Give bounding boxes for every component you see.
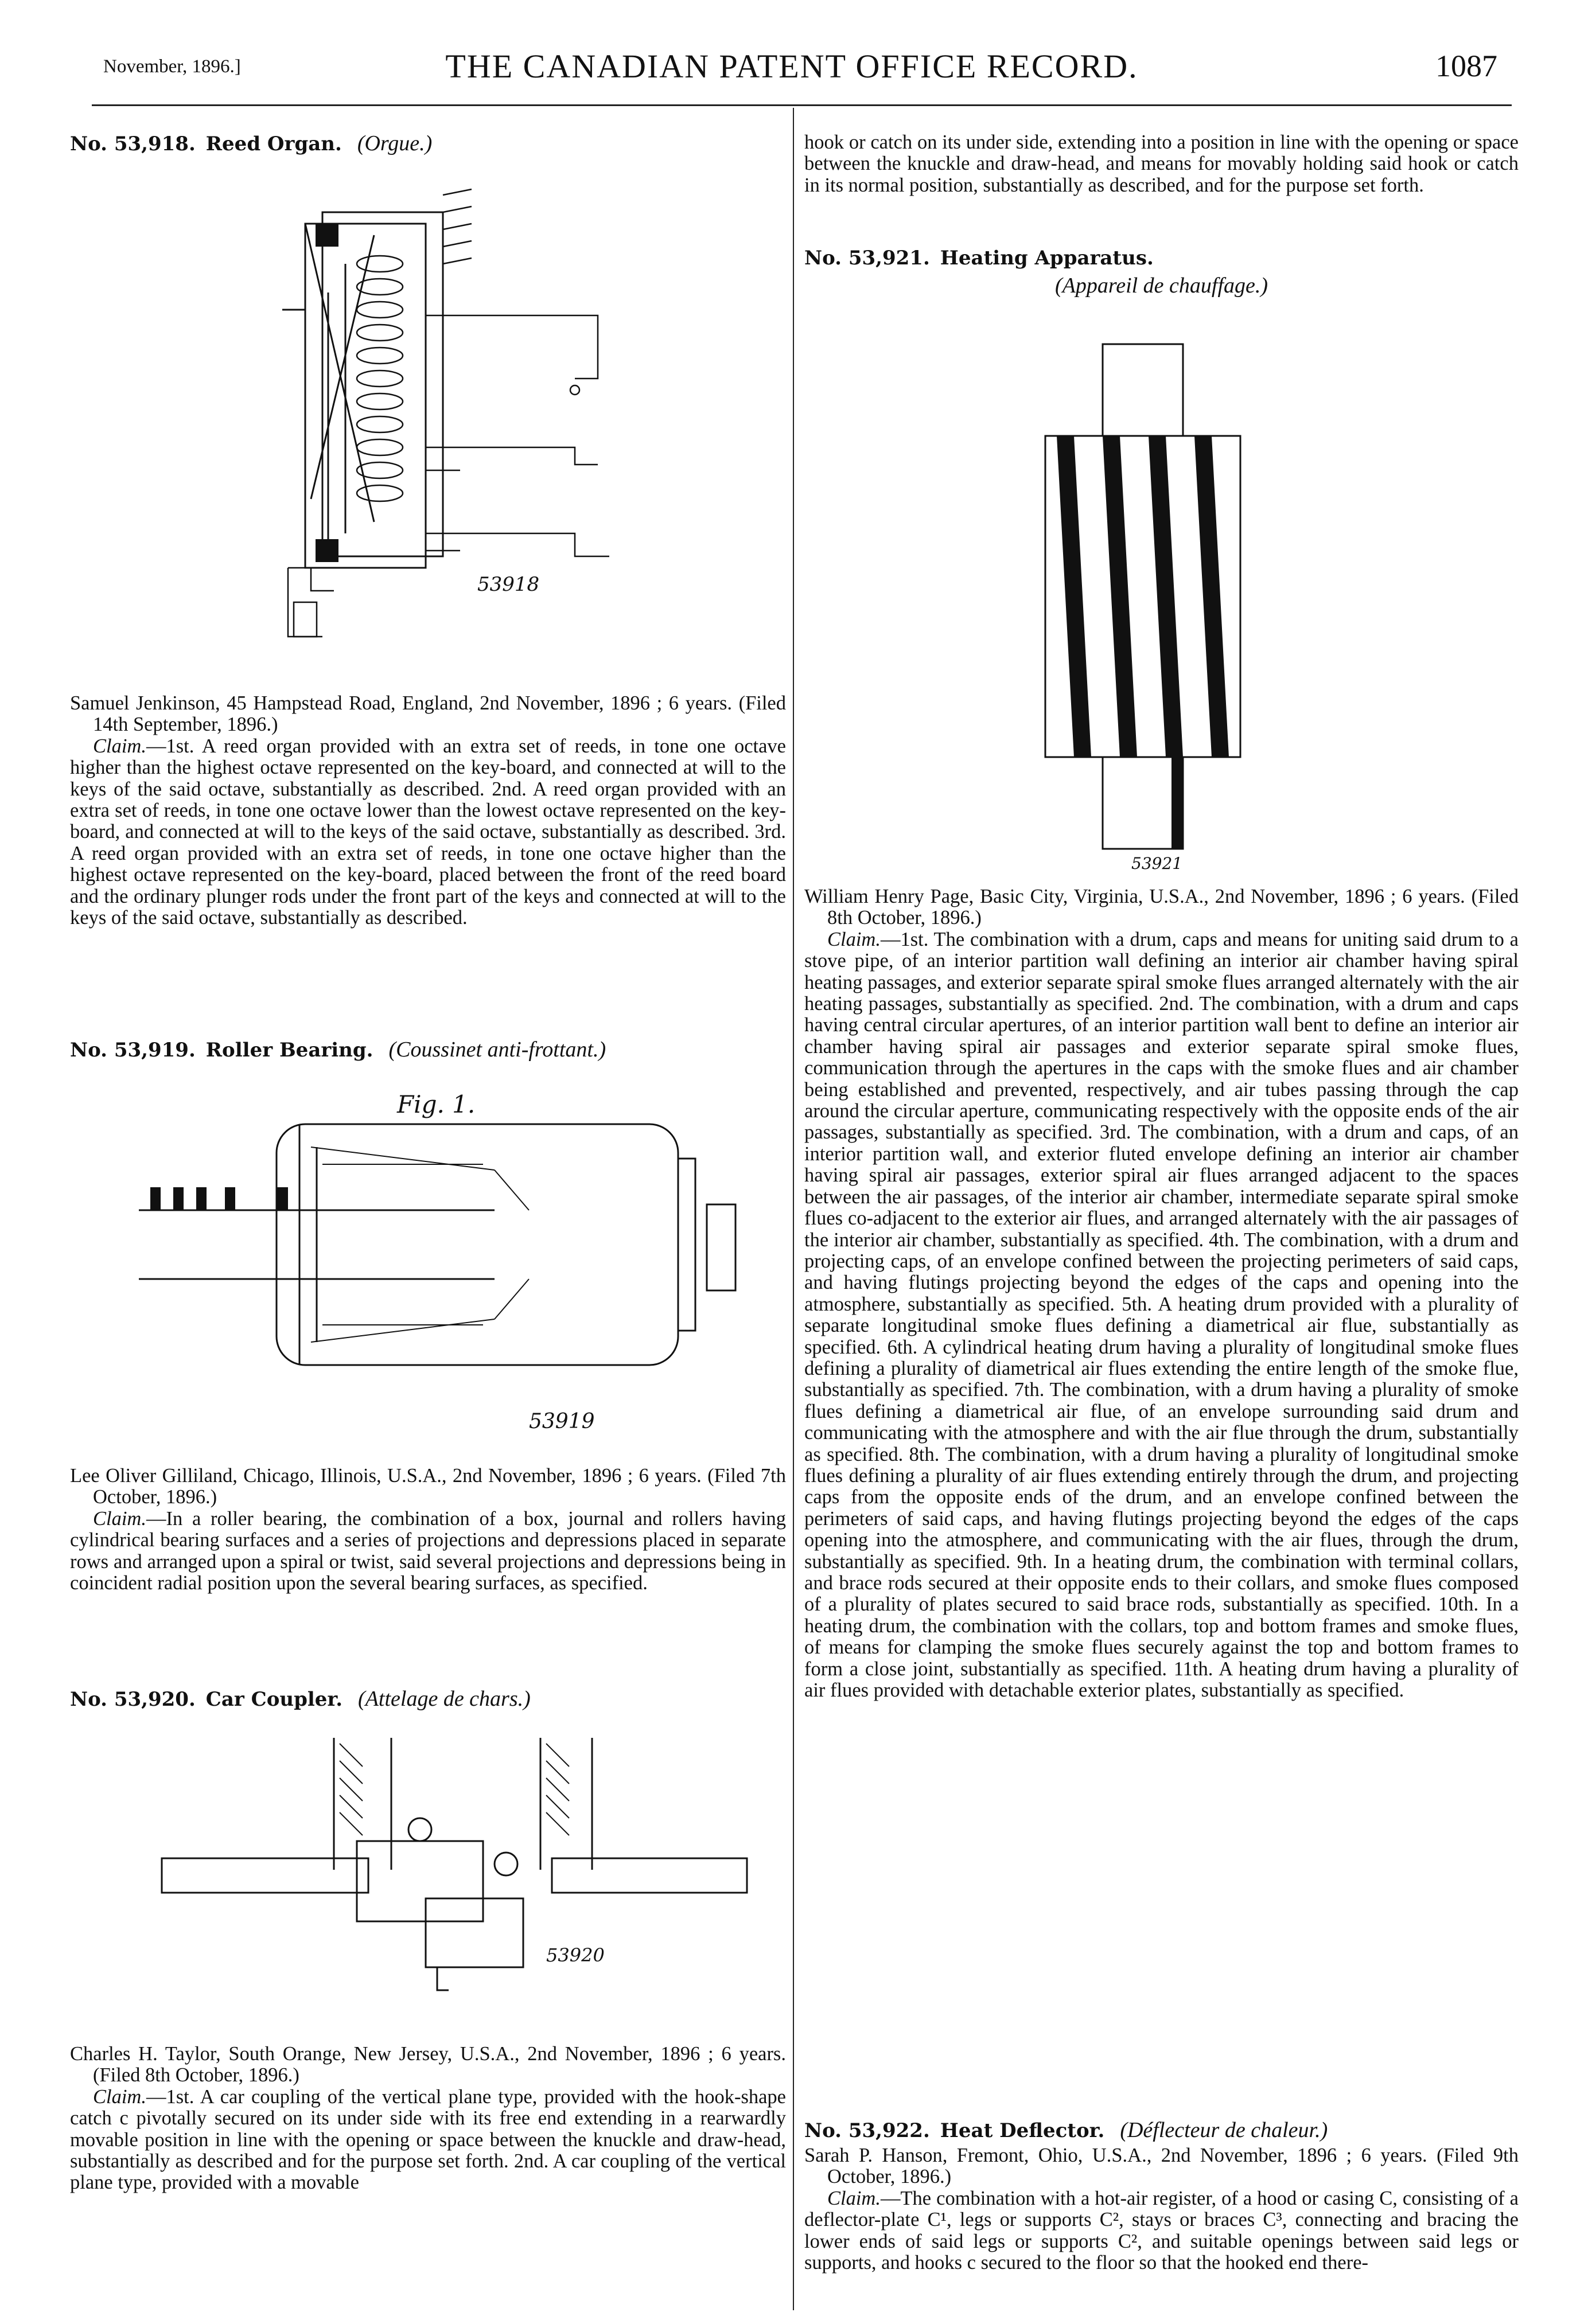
running-header [69, 47, 1515, 88]
claim-text-continued: hook or catch on its under side, extending into a position in line with the opening or space between the knuckle and draw-head, and means for movably holding said hook or catch in its normal position, substantially as described, and for the purpose set forth. [804, 131, 1519, 196]
figure-number: 53921 [1131, 854, 1183, 872]
issue-date: November, 1896.] [103, 56, 241, 77]
patent-number: No. 53,920. [70, 1688, 196, 1711]
patent-body-53922 [804, 2145, 1519, 2274]
patent-french-heading-53921 [804, 273, 1519, 298]
claim-label: Claim. [827, 2187, 881, 2209]
patent-heading-53920 [70, 1686, 786, 1711]
patent-french-title: (Déflecteur de chaleur.) [1120, 2118, 1328, 2142]
patent-french-title: (Coussinet anti-frottant.) [388, 1038, 606, 1062]
publication-title: THE CANADIAN PATENT OFFICE RECORD. [445, 48, 1138, 85]
patent-heading-53918 [70, 131, 786, 156]
figure-number: 53918 [477, 573, 540, 596]
car-coupler-drawing [150, 1726, 758, 2025]
figure-number: 53920 [546, 1944, 605, 1966]
claim-text: —In a roller bearing, the combination of a box, journal and rollers having cylindrical bearing surfaces and a series of projections and depressions placed in separate rows and arranged upon a spiral or twist, said several projections and depressions being in coincident radial position upon the several bearing surfaces, as specified. [70, 1507, 786, 1594]
patent-title: Heating Apparatus. [940, 247, 1154, 270]
patent-title: Reed Organ. [205, 132, 342, 155]
inventor-line: Samuel Jenkinson, 45 Hampstead Road, England, 2nd November, 1896 ; 6 years. (Filed 14th September, 1896.) [70, 692, 786, 736]
patent-body-53920 [70, 2044, 786, 2194]
patent-number: No. 53,921. [804, 247, 930, 270]
patent-number: No. 53,918. [70, 132, 196, 155]
patent-heading-53921 [804, 245, 1519, 270]
patent-body-53919 [70, 1465, 786, 1594]
claim-continuation-53920 [804, 132, 1519, 196]
inventor-line: William Henry Page, Basic City, Virginia, U.S.A., 2nd November, 1896 ; 6 years. (Filed 8th October, 1896.) [804, 886, 1519, 929]
inventor-line: Charles H. Taylor, South Orange, New Jersey, U.S.A., 2nd November, 1896 ; 6 years. (Filed 8th October, 1896.) [70, 2043, 786, 2087]
patent-heading-53919 [70, 1037, 786, 1062]
claim-text: —1st. A car coupling of the vertical plane type, provided with the hook-shape catch c pivotally secured on its under side with its free end extending in a rearwardly movable position in line with the opening or space between the knuckle and draw-head, substantially as described and for the purpose set forth. 2nd. A car coupling of the vertical plane type, provided with a movable [70, 2085, 786, 2194]
patent-french-title: (Appareil de chauffage.) [1054, 274, 1268, 298]
claim-text: —1st. A reed organ provided with an extra set of reeds, in tone one octave higher than the highest octave represented on the key-board, and connected at will to the keys of the said octave, substantially as described. 2nd. A reed organ provided with an extra set of reeds, in tone one octave lower than the lowest octave represented on the key-board, and connected at will to the keys of the said octave, substantially as described. 3rd. A reed organ provided with an extra set of reeds, in tone one octave higher than the highest octave represented on the key-board, placed between the front of the reed board and the ordinary plunger rods under the front part of the keys and connected at will to the keys of the said octave, substantially as described. [70, 735, 786, 929]
patent-body-53918 [70, 693, 786, 929]
patent-french-title: (Attelage de chars.) [358, 1687, 531, 1711]
column-divider [793, 108, 794, 2310]
fig-caption: Fig. 1. [397, 1090, 476, 1118]
figure-number: 53919 [529, 1410, 595, 1433]
reed-organ-drawing [236, 178, 724, 671]
patent-title: Heat Deflector. [940, 2119, 1105, 2142]
inventor-line: Sarah P. Hanson, Fremont, Ohio, U.S.A., 2nd November, 1896 ; 6 years. (Filed 9th October, 1896.) [804, 2144, 1519, 2188]
claim-text: —1st. The combination with a drum, caps and means for uniting said drum to a stove pipe, of an interior partition wall defining an interior air chamber having spiral heating passages, and exterior separate spiral smoke flues arranged alternately with the air heating passages, substantially as specified. 2nd. The combination, with a drum and caps having central circular apertures, of an interior partition wall bent to define an interior air chamber having spiral air passages and exterior separate spiral smoke flues, communication through the apertures in the caps with the smoke flues and air chamber being established and prevented, respectively, and air tubes passing through the cap around the circular aperture, communicating respectively with the opposite ends of the air passages, substantially as specified. 3rd. The combination, with a drum and caps, of an interior partition wall, and exterior fluted envelope defining an interior air chamber having spiral air passages, exterior spiral air flues arranged adjacent to the spaces between the air passages, of the interior air chamber, intermediate separate spiral smoke flues co-adjacent to the exterior air flues, and arranged alternately with the air passages of the interior air chamber, substantially as specified. 4th. The combination, with a drum and projecting caps, of an envelope confined between the projecting perimeters of said caps, and having flutings projecting beyond the edges of the caps and opening into the atmosphere, substantially as specified. 5th. A heating drum provided with a plurality of separate longitudinal smoke flues defining a diametrical air flue, substantially as specified. 6th. A cylindrical heating drum having a plurality of longitudinal smoke flues defining a plurality of diametrical air flues extending the entire length of the smoke flue, substantially as specified. 7th. The combination, with a drum having a plurality of smoke flues defining a diametrical air flue, of an envelope surrounding said drum and communicating with the atmosphere and with the air flue through the drum, substantially as specified. 8th. The combination, with a drum having a plurality of longitudinal smoke flues defining a plurality of air flues extending entirely through the drum, and projecting caps from the opposite ends of the drum, and an envelope confined between the perimeters of said caps, and having flutings projecting beyond the edges of the caps opening into the atmosphere, and communicating with the air flues, through the drum, substantially as specified. 9th. In a heating drum, the combination with terminal collars, and brace rods secured at their opposite ends to their collars, and smoke flues composed of a plurality of plates secured to said brace rods, substantially as specified. 10th. In a heating drum, the combination with the collars, top and bottom frames and smoke flues, of means for clamping the smoke flues securely against the top and bottom frames to form a close joint, substantially as specified. 11th. A heating drum having a plurality of air flues provided with detachable exterior plates, substantially as specified. [804, 928, 1519, 1702]
patent-heading-53922 [804, 2118, 1519, 2143]
header-rule [92, 104, 1512, 106]
claim-label: Claim. [93, 1507, 146, 1530]
inventor-line: Lee Oliver Gilliland, Chicago, Illinois, U.S.A., 2nd November, 1896 ; 6 years. (Filed 7th October, 1896.) [70, 1465, 786, 1508]
claim-text: —The combination with a hot-air register, of a hood or casing C, consisting of a deflector-plate C¹, legs or supports C², stays or braces C³, connecting and bracing the lower ends of said legs or supports C², and suitable openings between said legs or supports, and hooks c secured to the floor so that the hooked end there- [804, 2187, 1519, 2274]
roller-bearing-drawing [127, 1078, 747, 1445]
patent-title: Roller Bearing. [205, 1039, 373, 1062]
patent-number: No. 53,919. [70, 1039, 196, 1062]
heating-apparatus-drawing [1022, 333, 1275, 872]
claim-label: Claim. [93, 735, 146, 757]
claim-label: Claim. [827, 928, 881, 950]
patent-number: No. 53,922. [804, 2119, 930, 2142]
patent-body-53921 [804, 886, 1519, 1701]
claim-label: Claim. [93, 2085, 146, 2108]
patent-title: Car Coupler. [205, 1688, 343, 1711]
patent-french-title: (Orgue.) [357, 131, 433, 155]
page-number: 1087 [1435, 49, 1497, 83]
